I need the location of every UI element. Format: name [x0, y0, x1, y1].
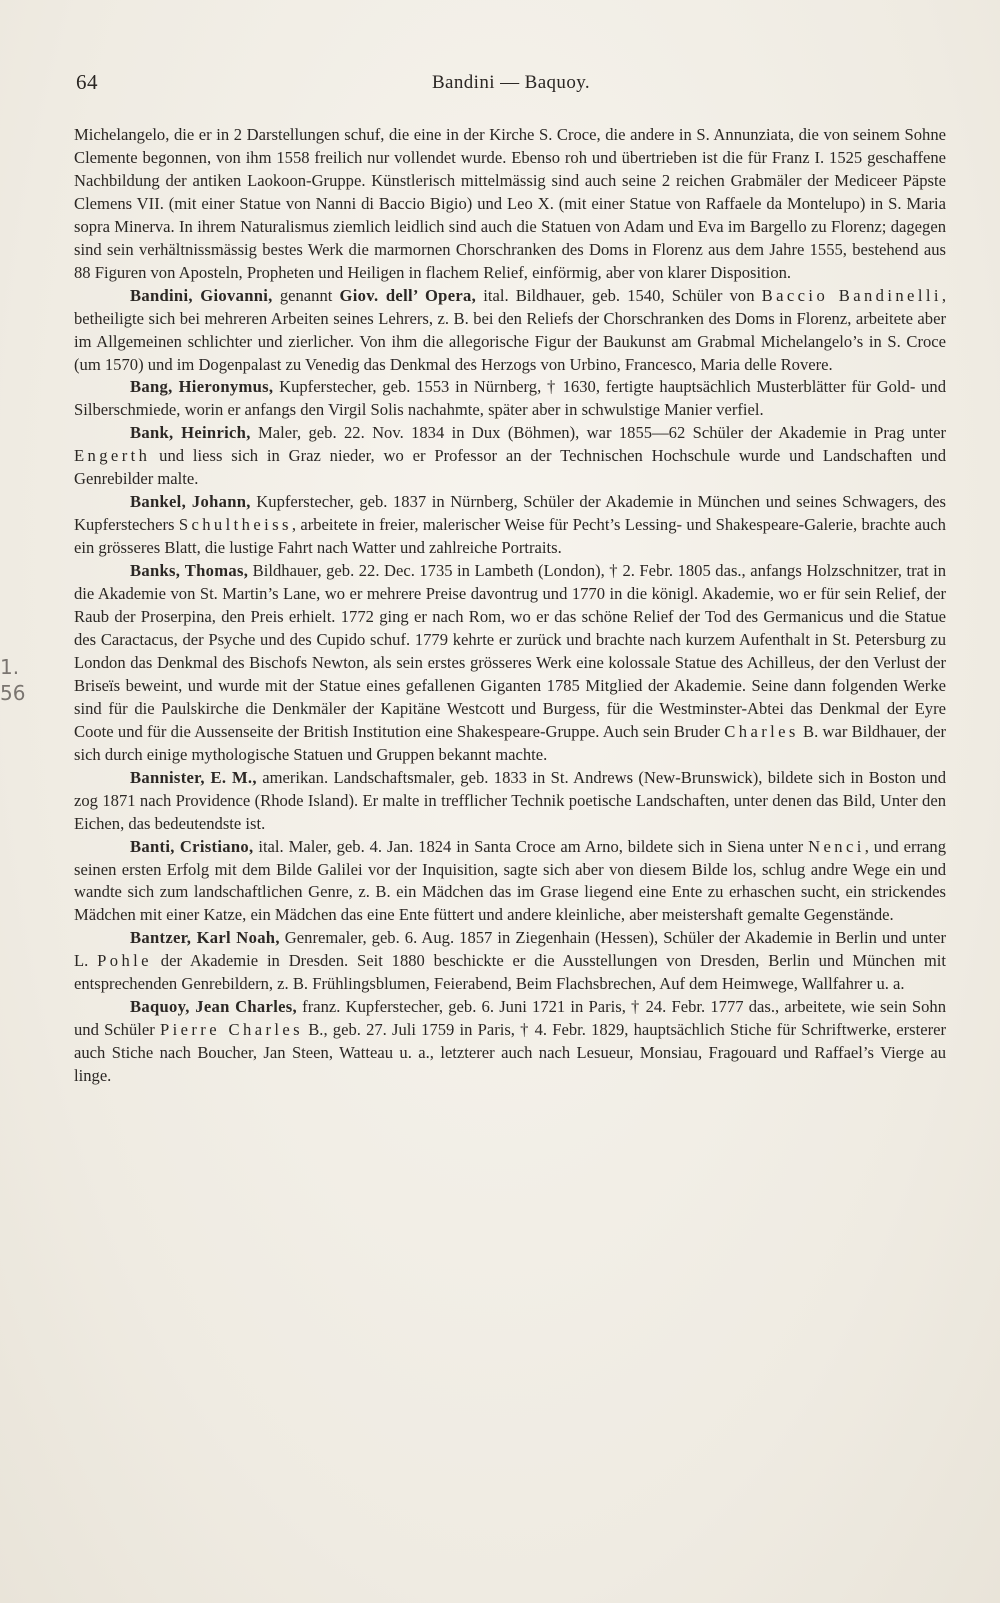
entry-text: Kupferstecher, geb. 1837 in Nürnberg, Schüler der Akademie in München und seines Schwagers, des Kupferstechers [74, 492, 946, 535]
entry-bankel [74, 491, 946, 560]
margin-note: 1. [0, 655, 20, 679]
entry-banks [74, 560, 946, 767]
entry-text: der Akademie in Dresden. Seit 1880 beschickte er die Ausstellungen von Dresden, Berlin und München mit entsprechenden Genrebildern, z. B. Frühlingsblumen, Feierabend, Beim Flachsbrechen, Auf dem Heimwege, Wallfahrer u. a. [74, 951, 947, 994]
entry-text: B. war Bildhauer, der sich durch einige mythologische Statuen und Gruppen bekannt machte. [74, 721, 947, 764]
entry-headword: Banti, Cristiano, [130, 836, 254, 856]
entry-text: , arbeitete in freier, malerischer Weise für Pecht’s Lessing- und Shakespeare-Galerie, brachte auch ein grösseres Blatt, die lustige Fahrt nach Watter und zahlreiche Portraits. [74, 515, 946, 558]
teacher-name: Schultheiss [178, 515, 292, 535]
teacher-name: Engerth [74, 446, 151, 466]
entry-headword: Bankel, Johann, [130, 492, 251, 512]
entry-text: Bildhauer, geb. 22. Dec. 1735 in Lambeth (London), † 2. Febr. 1805 das., anfangs Holzschnitzer, trat in die Akademie von St. Martin’s Lane, wo er mehrere Preise davontrug und 1770 in die königl. Akademie, wo er für sein Relief, der Raub der Proserpina, den Preis erhielt. 1772 ging er nach Rom, wo er das schöne Relief der Tod des Germanicus und die Statue des Caractacus, der Psyche und des Cupido schuf. 1779 kehrte er zurück und brachte nach kurzem Aufenthalt in St. Petersburg zu London das Denkmal des Bischofs Newton, als sein erstes grösseres Werk eine kolossale Statue des Achilleus, der den Verlust der Briseïs beweint, und wurde mit der Statue eines gefallenen Giganten 1785 Mitglied der Akademie. Seine dann folgenden Werke sind für die Paulskirche die Denkmäler der Kapitäne Westcott und Burgess, für die Westminster-Abtei das Denkmal der Eyre Coote und für die Aussenseite der British Institution eine Shakespeare-Gruppe. Auch sein Bruder [74, 561, 946, 741]
entry-bank [74, 422, 946, 491]
teacher-name: Baccio Bandinelli [761, 285, 942, 305]
entry-text: genannt [272, 285, 340, 305]
entry-text: ital. Maler, geb. 4. Jan. 1824 in Santa Croce am Arno, bildete sich in Siena unter [253, 836, 809, 856]
entry-headword: Bandini, Giovanni, [130, 285, 273, 305]
entry-bantzer [74, 927, 946, 996]
continued-entry-text: Michelangelo, die er in 2 Darstellungen schuf, die eine in der Kirche S. Croce, die andere in S. Annunziata, die von seinem Sohne Clemente begonnen, von ihm 1558 freilich nur vollendet wurde. Ebenso roh und übertrieben ist die für Franz I. 1525 geschaffene Nachbildung der antiken Laokoon-Gruppe. Künstlerisch mittelmässig sind auch seine 2 reichen Grabmäler der Mediceer Päpste Clemens VII. (mit einer Statue von Nanni di Baccio Bigio) und Leo X. (mit einer Statue von Raffaele da Montelupo) in S. Maria sopra Minerva. In ihrem Naturalismus ziemlich leidlich sind auch die Statuen von Adam und Eva im Bargello zu Florenz; dagegen sind sein verhältnissmässig bestes Werk die marmornen Chorschranken des Doms in Florenz aus dem Jahre 1555, bestehend aus 88 Figuren von Aposteln, Propheten und Heiligen in flachem Relief, einförmig, aber von klarer Disposition. [74, 125, 946, 282]
entry-text: Maler, geb. 22. Nov. 1834 in Dux (Böhmen), war 1855—62 Schüler der Akademie in Prag unter [250, 423, 946, 443]
entry-headword: Baquoy, Jean Charles, [130, 997, 297, 1017]
brother-name: Charles [724, 721, 799, 741]
margin-note: 56 [0, 681, 26, 705]
running-head: Bandini — Baquoy. [431, 72, 591, 93]
lexicon-text [74, 124, 946, 1088]
entry-baquoy [74, 996, 946, 1088]
page-header [76, 70, 946, 104]
entry-text: Genremaler, geb. 6. Aug. 1857 in Ziegenhain (Hessen), Schüler der Akademie in Berlin und unter L. [74, 928, 946, 971]
son-name: Pierre Charles [159, 1020, 304, 1040]
entry-text: amerikan. Landschaftsmaler, geb. 1833 in St. Andrews (New-Brunswick), bildete sich in Boston und zog 1871 nach Providence (Rhode Island). Er malte in trefflicher Technik poetische Landschaften, unter denen das Bild, Unter den Eichen, das bedeutendste ist. [74, 767, 947, 833]
entry-headword: Banks, Thomas, [130, 561, 249, 581]
entry-text: und liess sich in Graz nieder, wo er Professor an der Technischen Hochschule wurde und Landschaften und Genrebilder malte. [74, 446, 946, 489]
entry-headword: Bantzer, Karl Noah, [130, 928, 280, 948]
entry-alias: Giov. dell’ Opera, [339, 285, 477, 305]
entry-text: franz. Kupferstecher, geb. 6. Juni 1721 in Paris, † 24. Febr. 1777 das., arbeitete, wie sein Sohn und Schüler [74, 997, 946, 1040]
entry-bannister [74, 767, 946, 836]
entry-text: Kupferstecher, geb. 1553 in Nürnberg, † 1630, fertigte hauptsächlich Musterblätter für Gold- und Silberschmiede, worin er anfangs den Virgil Solis nachahmte, später aber in schwulstige Manier verfiel. [74, 377, 946, 420]
teacher-name: Pohle [97, 951, 152, 971]
entry-text: B., geb. 27. Juli 1759 in Paris, † 4. Febr. 1829, hauptsächlich Stiche für Schriftwerke, ersterer auch Stiche nach Boucher, Jan Steen, Watteau u. a., letzterer auch nach Lesueur, Monsiau, Fragouard und Raffael’s Vierge au linge. [74, 1020, 946, 1086]
entry-bang [74, 376, 946, 422]
page-number: 64 [76, 70, 98, 94]
entry-bandini [74, 285, 946, 377]
entry-banti [74, 836, 946, 928]
entry-text: , betheiligte sich bei mehreren Arbeiten seines Lehrers, z. B. bei den Reliefs der Chorschranken des Doms in Florenz, arbeitete aber im Allgemeinen schlichter und zierlicher. Von ihm die allegorische Figur der Baukunst am Grabmal Michelangelo’s in S. Croce (um 1570) und im Dogenpalast zu Venedig das Denkmal des Herzogs von Urbino, Francesco, Maria delle Rovere. [74, 285, 947, 374]
entry-headword: Bang, Hieronymus, [130, 377, 274, 397]
teacher-name: Nenci [808, 836, 865, 856]
entry-text: ital. Bildhauer, geb. 1540, Schüler von [476, 285, 762, 305]
entry-headword: Bank, Heinrich, [130, 423, 251, 443]
entry-text: , und errang seinen ersten Erfolg mit dem Bilde Galilei vor der Inquisition, sagte sich aber von diesem Bilde los, schlug andre Wege ein und wandte sich zum landschaftlichen Genre, z. B. ein Mädchen das im Grase liegend eine Ente zu erhaschen sucht, ein strickendes Mädchen mit einer Katze, ein Mädchen das eine Ente füttert und andere kleinliche, aber meistershaft gemalte Gegenstände. [74, 836, 946, 925]
entry-headword: Bannister, E. M., [130, 767, 257, 787]
